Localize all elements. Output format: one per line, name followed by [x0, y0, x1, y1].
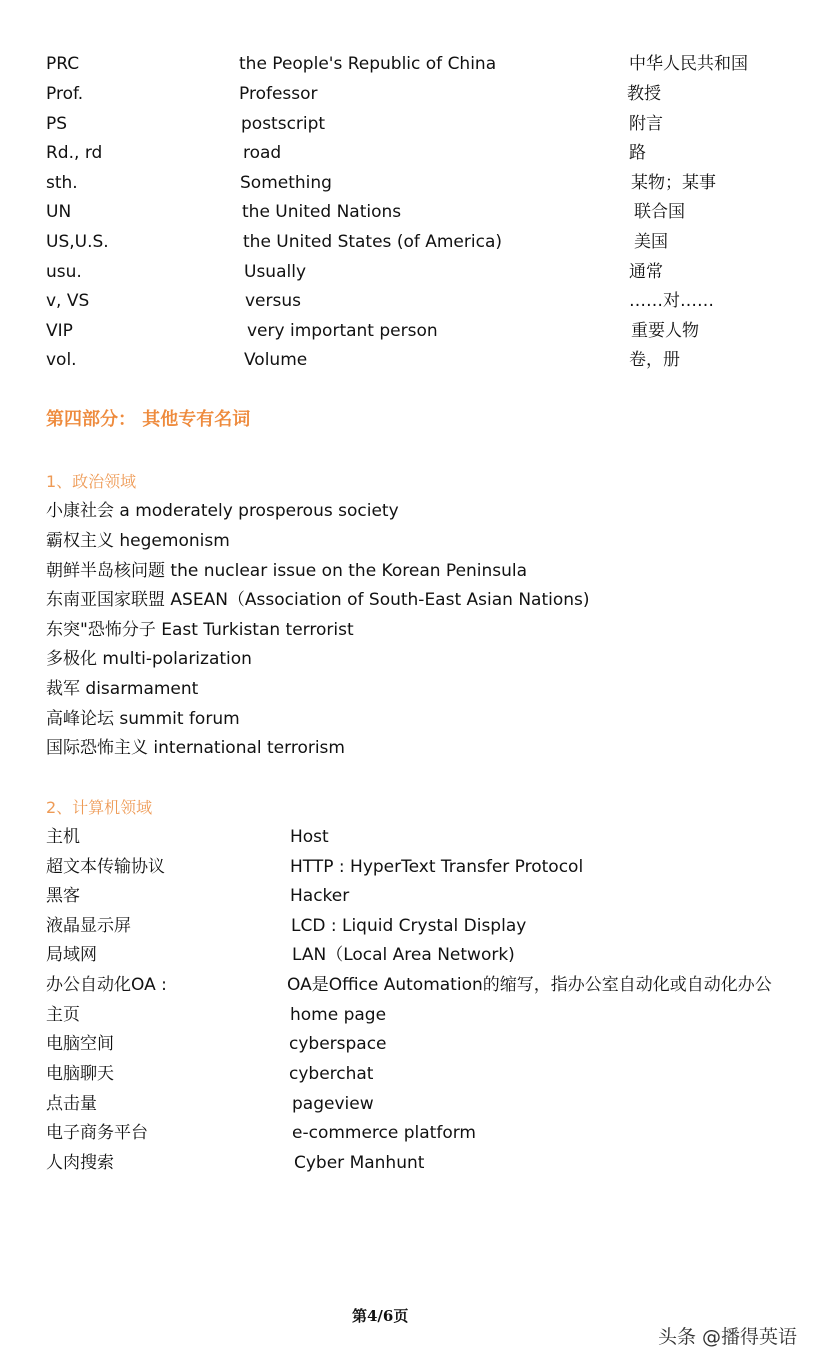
term-en: home page [290, 1005, 387, 1025]
list-item: 朝鲜半岛核问题 the nuclear issue on the Korean Peninsula [46, 561, 528, 581]
list-item: 高峰论坛 summit forum [46, 709, 240, 729]
term-en: LCD : Liquid Crystal Display [291, 916, 527, 936]
term-cn: 电脑聊天 [46, 1064, 114, 1084]
abbr: Prof. [46, 84, 84, 104]
term-cn: 电子商务平台 [46, 1123, 148, 1143]
term-cn: 超文本传输协议 [46, 857, 165, 877]
chinese: 联合国 [634, 202, 685, 222]
computer-subtitle: 2、计算机领域 [46, 798, 153, 817]
chinese: 某物；某事 [631, 173, 716, 193]
full-form: the United States (of America) [243, 232, 503, 252]
term-en: cyberchat [289, 1064, 374, 1084]
term-en: Cyber Manhunt [294, 1153, 425, 1173]
term-cn: 点击量 [46, 1094, 97, 1114]
list-item: 多极化 multi-polarization [46, 649, 252, 669]
abbr: PS [46, 114, 68, 134]
abbr: UN [46, 202, 72, 222]
abbr: US,U.S. [46, 232, 109, 252]
chinese: 教授 [627, 84, 661, 104]
full-form: Usually [244, 262, 306, 282]
term-en: pageview [292, 1094, 374, 1114]
term-en: OA是Office Automation的缩写，指办公室自动化或自动化办公 [287, 975, 772, 995]
abbr: vol. [46, 350, 77, 370]
section-title: 第四部分： 其他专有名词 [46, 409, 251, 430]
politics-subtitle: 1、政治领域 [46, 472, 137, 491]
term-en: HTTP : HyperText Transfer Protocol [290, 857, 584, 877]
watermark: 头条 @播得英语 [658, 1326, 798, 1348]
abbr: v, VS [46, 291, 90, 311]
abbr: Rd., rd [46, 143, 103, 163]
term-cn: 主机 [46, 827, 80, 847]
full-form: Something [240, 173, 332, 193]
list-item: 东突"恐怖分子 East Turkistan terrorist [46, 620, 354, 640]
abbr: PRC [46, 54, 80, 74]
abbr: usu. [46, 262, 82, 282]
term-cn: 局域网 [46, 945, 97, 965]
full-form: Volume [244, 350, 308, 370]
list-item: 国际恐怖主义 international terrorism [46, 738, 345, 758]
full-form: very important person [247, 321, 438, 341]
chinese: 美国 [634, 232, 668, 252]
list-item: 霸权主义 hegemonism [46, 531, 230, 551]
term-cn: 电脑空间 [46, 1034, 114, 1054]
term-en: e-commerce platform [292, 1123, 476, 1143]
full-form: the United Nations [242, 202, 402, 222]
full-form: postscript [241, 114, 326, 134]
chinese: 中华人民共和国 [629, 54, 748, 74]
list-item: 小康社会 a moderately prosperous society [46, 501, 399, 521]
list-item: 东南亚国家联盟 ASEAN（Association of South-East Asian Nations) [46, 590, 590, 610]
term-cn: 黑客 [46, 886, 80, 906]
chinese: 路 [629, 143, 646, 163]
chinese: 通常 [629, 262, 663, 282]
chinese: 附言 [629, 114, 663, 134]
term-en: Host [290, 827, 329, 847]
abbr: sth. [46, 173, 78, 193]
term-en: cyberspace [289, 1034, 387, 1054]
term-en: LAN（Local Area Network) [292, 945, 515, 965]
full-form: versus [245, 291, 301, 311]
chinese: ……对…… [629, 291, 714, 311]
term-en: Hacker [290, 886, 350, 906]
term-cn: 人肉搜索 [46, 1153, 114, 1173]
chinese: 重要人物 [631, 321, 699, 341]
page-number: 第4/6页 [352, 1307, 409, 1325]
full-form: Professor [239, 84, 318, 104]
full-form: the People's Republic of China [239, 54, 497, 74]
abbr: VIP [46, 321, 73, 341]
term-cn: 主页 [46, 1005, 80, 1025]
chinese: 卷，册 [629, 350, 680, 370]
full-form: road [243, 143, 282, 163]
term-cn: 液晶显示屏 [46, 916, 131, 936]
list-item: 裁军 disarmament [46, 679, 199, 699]
term-cn: 办公自动化OA : [46, 975, 167, 995]
